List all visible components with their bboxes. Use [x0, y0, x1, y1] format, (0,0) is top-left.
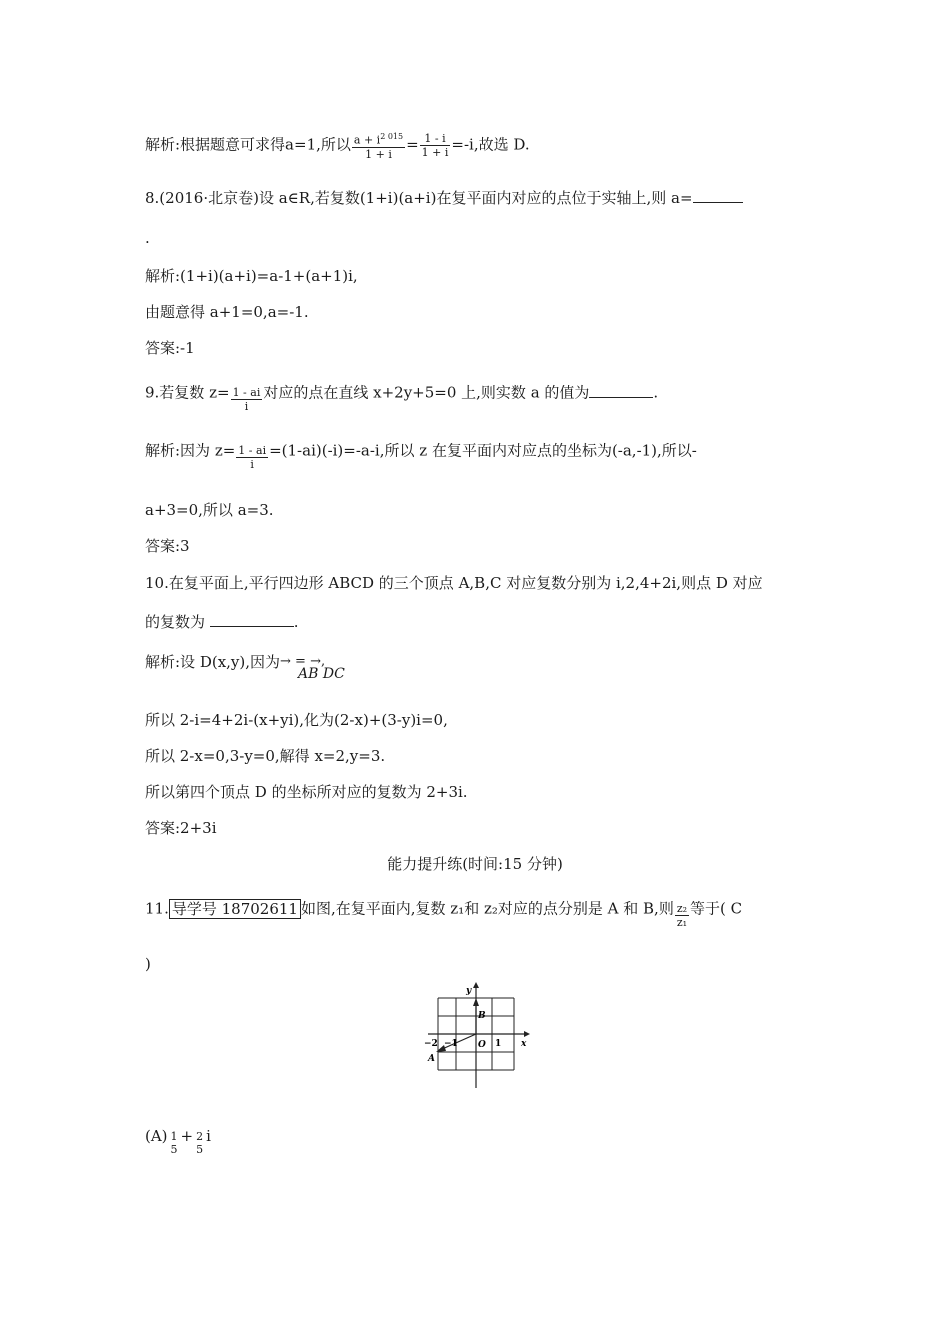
answer-blank: [693, 188, 743, 203]
analysis-q10-line1: 解析:设 D(x,y),因为→ = →,: [145, 653, 326, 671]
fraction: 2 5: [196, 1130, 204, 1156]
y-arrow: [473, 982, 479, 988]
question-8: 8.(2016·北京卷)设 a∈R,若复数(1+i)(a+i)在复平面内对应的点位于实轴上,则 a=: [145, 188, 743, 208]
question-9: 9.若复数 z= $\frac{1 - ai}{i}$ 对应的点在直线 x+2y+5=0 上,则实数 a 的值为 .: [145, 383, 659, 413]
analysis-q8-line1: 解析:(1+i)(a+i)=a-1+(a+1)i,: [145, 267, 358, 285]
fraction: $\frac{a + i^{2 015}}{1 + i}$: [353, 132, 404, 161]
b-label: B: [478, 1011, 486, 1021]
analysis-q9-line2: a+3=0,所以 a=3.: [145, 501, 274, 519]
analysis-q10-line3: 所以 2-x=0,3-y=0,解得 x=2,y=3.: [145, 747, 386, 765]
fraction: 1 5: [170, 1130, 178, 1156]
tick-1: 1: [495, 1039, 502, 1049]
fraction: $\frac{\text{z₂}}{\text{z₁}}$: [676, 902, 688, 929]
analysis-q10-line2: 所以 2-i=4+2i-(x+yi),化为(2-x)+(3-y)i=0,: [145, 711, 448, 729]
guide-number-box: 导学号 18702611: [169, 899, 301, 919]
x-arrow: [524, 1031, 530, 1037]
analysis-q7: 解析:根据题意可求得a=1,所以 $\frac{a + i^{2 015}}{1 + i}$ = $\frac{1 - i}{1 + i}$ =-i,故选 D.: [145, 131, 530, 161]
question-11-close: ): [145, 955, 151, 973]
analysis-q10-line4: 所以第四个顶点 D 的坐标所对应的复数为 2+3i.: [145, 783, 468, 801]
fraction: $\frac{1 - ai}{i}$: [238, 444, 267, 471]
section-title: 能力提升练(时间:15 分钟): [387, 855, 563, 873]
question-10-line1: 10.在复平面上,平行四边形 ABCD 的三个顶点 A,B,C 对应复数分别为 i,2,4+2i,则点 D 对应: [145, 574, 763, 592]
vector-labels: AB DC: [298, 666, 345, 682]
analysis-q8-line2: 由题意得 a+1=0,a=-1.: [145, 303, 309, 321]
complex-plane-figure: [420, 980, 532, 1092]
question-11: 11. 导学号 18702611 如图,在复平面内,复数 z₁和 z₂对应的点分别是 A 和 B,则 $\frac{\text{z₂}}{\text{z₁}}$ 等于( C: [145, 899, 743, 929]
vector-arrows: → = →,: [280, 654, 326, 669]
analysis-q9: 解析:因为 z= $\frac{1 - ai}{i}$ =(1-ai)(-i)=-a-i,所以 z 在复平面内对应点的坐标为(-a,-1),所以-: [145, 441, 697, 471]
answer-q8: 答案:-1: [145, 339, 195, 357]
tick-minus-2: −2: [424, 1039, 438, 1049]
b-arrowhead: [473, 998, 479, 1006]
a-label: A: [428, 1054, 435, 1064]
y-label: y: [466, 986, 472, 996]
option-a: (A) 1 5 + 2 5 i: [145, 1127, 211, 1156]
x-label: x: [521, 1039, 527, 1049]
fraction: $\frac{1 - ai}{i}$: [232, 386, 261, 413]
question-10-line2: 的复数为 .: [145, 613, 299, 631]
question-8-end: .: [145, 229, 150, 247]
answer-q10: 答案:2+3i: [145, 819, 217, 837]
answer-blank: [589, 383, 653, 398]
answer-blank: [210, 612, 294, 627]
answer-q9: 答案:3: [145, 537, 190, 555]
tick-minus-1: −1: [444, 1039, 458, 1049]
fraction: $\frac{1 - i}{1 + i}$: [421, 131, 449, 159]
o-label: O: [478, 1040, 486, 1050]
